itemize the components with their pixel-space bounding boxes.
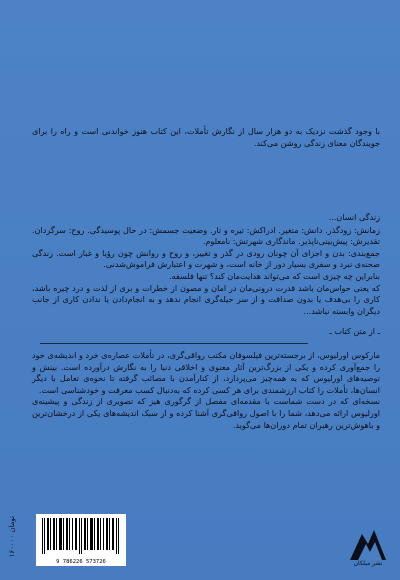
excerpt-line: بنابراین چه چیزی است که می‌تواند هدایت‌مان کند؟ تنها فلسفه.	[169, 270, 380, 281]
about-paragraph: نسخه‌ای که در دست شماست با مقدمه‌ای مفصل از گرگوری هیز که تصویری از زندگی و پیشینه‌ی اورلیوس ارائه می‌دهد، شما را با اصول رواقی‌گری آشنا کرده و از سبک اندیشه‌های یکی از درخشان‌ترین و باهوش‌ترین رهبران تمام دوران‌ها می‌گوید.	[32, 396, 380, 430]
price-label: ۱۶۰۰۰۰ تومان	[8, 516, 16, 558]
isbn-number: 9 786226 573726	[56, 559, 106, 565]
excerpt-line: زمانش: زودگذر. دانش: متغیر. ادراکش: تیره و تار. وضعیت جسمش: در حال پوسیدگی. روح: سرگردان. تقدیرش: پیش‌بینی‌ناپذیر. ماندگاری شهرتش: نامعلوم.	[32, 224, 380, 247]
publisher-name: نشر میلکان	[353, 560, 383, 567]
about-paragraph: مارکوس اورلیوس، از برجسته‌ترین فیلسوفان مکتب رواقی‌گری، در تأملات عصاره‌ی خرد و اندیشه‌ی خود را جمع‌آوری کرده و یکی از بزرگ‌ترین آثار معنوی و اخلاقی دنیا را به نگارش درآورده است. بینش و توصیه‌های اورلیوس که به همه‌چیز می‌پردازد، از کنارآمدن با مصائب گرفته تا نحوه‌ی تعامل با دیگر انسان‌ها، تأملات را کتاب ارزشمندی برای هر کسی کرده که به‌دنبال کسب معرفت و خودشناسی است.	[32, 350, 380, 395]
isbn-barcode	[36, 514, 126, 566]
excerpt-title: زندگی انسان...	[328, 212, 380, 222]
book-excerpt	[32, 212, 380, 317]
excerpt-line: که یعنی حواس‌مان باشد قدرت درونی‌مان در امان و مصون از خطرات و بری از لذت و درد چیره باشد، کاری را بی‌هدف یا بدون صداقت و از سر حیله‌گری انجام ندهد و به انجام‌دادن یا ندادن کاری از جانب دیگران وابسته نباشد...	[32, 282, 380, 316]
barcode-icon	[42, 518, 120, 554]
excerpt-line: جمع‌بندی: بدن و اجزای آن چونان رودی در گذر و تغییر، و روح و روانش چون رؤیا و غبار است. زندگی صحنه‌ی نبرد و سفری بسیار دور از خانه است، و شهرت و اعتبارش فراموش‌شدنی.	[32, 247, 380, 270]
divider	[40, 343, 308, 344]
intro-paragraph: با وجود گذشت نزدیک به دو هزار سال از نگارش تأملات، این کتاب هنوز خواندنی است و راه را برای جویندگان معنای زندگی روشن می‌کند.	[32, 126, 380, 148]
excerpt-source: ـ از متن کتاب ـ	[329, 326, 380, 336]
about-book	[32, 350, 380, 431]
